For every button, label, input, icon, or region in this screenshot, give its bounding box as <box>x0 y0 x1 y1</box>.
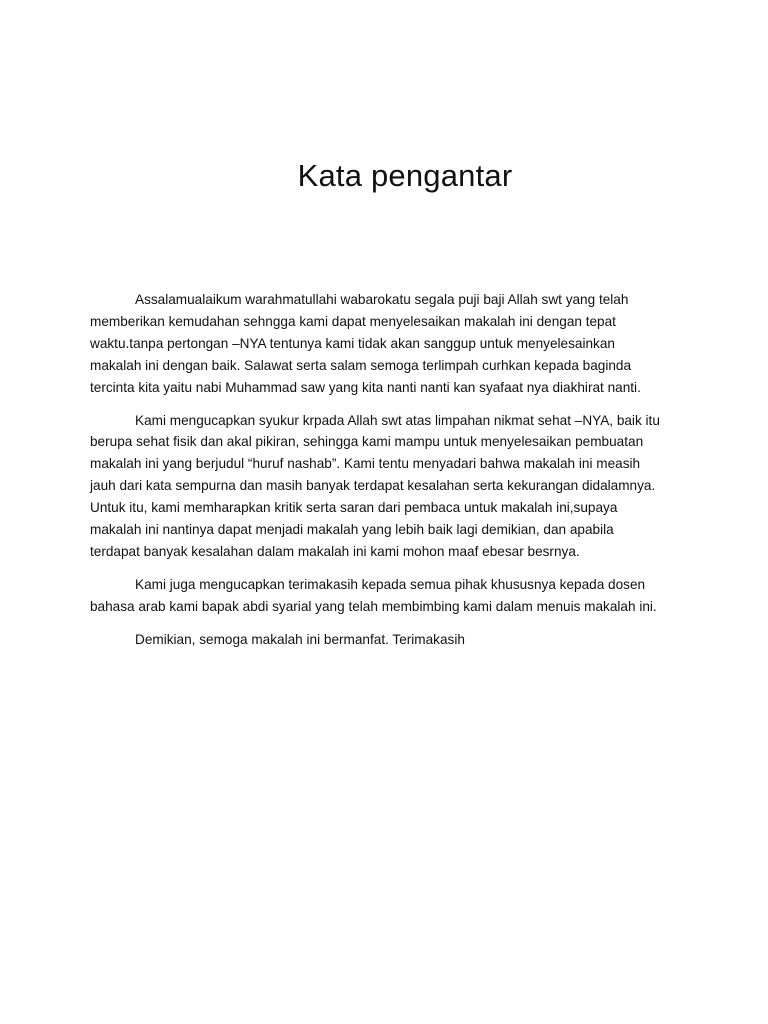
paragraph-line: Kami juga mengucapkan terimakasih kepada semua pihak khususnya kepada dosen <box>135 576 646 592</box>
paragraph-line: bahasa arab kami bapak abdi syarial yang telah membimbing kami dalam menuis makalah ini. <box>90 598 657 614</box>
paragraph-line: makalah ini nantinya dapat menjadi makalah yang lebih baik lagi demikian, dan apabila <box>90 522 614 538</box>
page-title: Kata pengantar <box>297 158 513 193</box>
paragraph-line: jauh dari kata sempurna dan masih banyak terdapat kesalahan serta kekurangan didalamnya. <box>90 478 656 494</box>
paragraph-line: memberikan kemudahan sehngga kami dapat menyelesaikan makalah ini dengan tepat <box>90 313 616 329</box>
paragraph-opening <box>90 289 680 399</box>
paragraph-line: Untuk itu, kami memharapkan kritik serta saran dari pembaca untuk makalah ini,supaya <box>90 500 618 516</box>
document-body <box>90 289 680 662</box>
paragraph-line: waktu.tanpa pertongan –NYA tentunya kami tidak akan sanggup untuk menyelesainkan <box>90 335 615 351</box>
paragraph-line: Kami mengucapkan syukur krpada Allah swt atas limpahan nikmat sehat –NYA, baik itu <box>135 412 660 428</box>
paragraph-line: Assalamualaikum warahmatullahi wabarokatu segala puji baji Allah swt yang telah <box>135 292 629 307</box>
paragraph-closing <box>90 629 680 651</box>
paragraph-line: makalah ini dengan baik. Salawat serta salam semoga terlimpah curhkan kepada baginda <box>90 357 632 373</box>
paragraph-line: Demikian, semoga makalah ini bermanfat. Terimakasih <box>135 631 465 647</box>
paragraph-line: terdapat banyak kesalahan dalam makalah ini kami mohon maaf ebesar besrnya. <box>90 543 580 559</box>
paragraph-gratitude <box>90 410 680 563</box>
paragraph-line: berupa sehat fisik dan akal pikiran, sehingga kami mampu untuk menyelesaikan pembuatan <box>90 434 644 450</box>
paragraph-thanks <box>90 574 680 618</box>
paragraph-line: makalah ini yang berjudul “huruf nashab”. Kami tentu menyadari bahwa makalah ini measih <box>90 456 641 472</box>
paragraph-line: tercinta kita yaitu nabi Muhammad saw yang kita nanti nanti kan syafaat nya diakhirat nanti. <box>90 379 641 395</box>
